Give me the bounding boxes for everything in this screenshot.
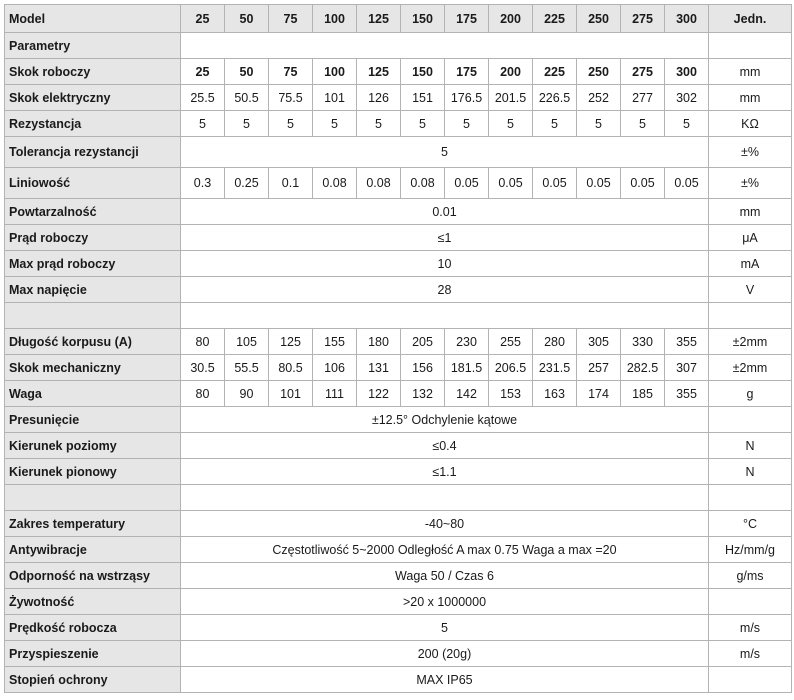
value-cell: 0.08: [357, 168, 401, 199]
value-cell: 5: [225, 111, 269, 137]
value-cell: 226.5: [533, 85, 577, 111]
empty-cell: [181, 303, 709, 329]
value-cell: 0.08: [401, 168, 445, 199]
table-row: [5, 85, 792, 111]
unit-cell: m/s: [709, 641, 792, 667]
row-label: [5, 303, 181, 329]
value-cell: 5: [445, 111, 489, 137]
value-cell: 0.08: [313, 168, 357, 199]
value-cell: 0.05: [445, 168, 489, 199]
unit-cell: [709, 485, 792, 511]
unit-cell: Hz/mm/g: [709, 537, 792, 563]
value-cell: 0.05: [665, 168, 709, 199]
value-cell: 101: [269, 381, 313, 407]
row-label: [5, 485, 181, 511]
table-row: [5, 303, 792, 329]
value-cell: 75: [269, 59, 313, 85]
value-cell: 111: [313, 381, 357, 407]
value-cell: 30.5: [181, 355, 225, 381]
header-model-25: 25: [181, 5, 225, 33]
value-cell: 90: [225, 381, 269, 407]
table-row: [5, 381, 792, 407]
value-cell: 275: [621, 59, 665, 85]
unit-cell: °C: [709, 511, 792, 537]
value-cell: 255: [489, 329, 533, 355]
table-row: [5, 199, 792, 225]
empty-cell: [181, 485, 709, 511]
value-cell: 0.05: [533, 168, 577, 199]
value-cell: 0.3: [181, 168, 225, 199]
unit-cell: [709, 407, 792, 433]
table-row: [5, 433, 792, 459]
unit-cell: N: [709, 459, 792, 485]
span-value-cell: Częstotliwość 5~2000 Odległość A max 0.75 Waga a max =20: [181, 537, 709, 563]
header-model-label: Model: [5, 5, 181, 33]
row-label: Odporność na wstrząsy: [5, 563, 181, 589]
value-cell: 0.05: [489, 168, 533, 199]
unit-cell: [709, 303, 792, 329]
span-value-cell: ≤1: [181, 225, 709, 251]
value-cell: 205: [401, 329, 445, 355]
table-row: [5, 511, 792, 537]
value-cell: 225: [533, 59, 577, 85]
row-label: Skok mechaniczny: [5, 355, 181, 381]
spec-table-body: [5, 5, 792, 693]
row-label: Presunięcie: [5, 407, 181, 433]
value-cell: 231.5: [533, 355, 577, 381]
unit-cell: ±%: [709, 137, 792, 168]
value-cell: 5: [665, 111, 709, 137]
value-cell: 5: [181, 111, 225, 137]
value-cell: 25.5: [181, 85, 225, 111]
unit-cell: mm: [709, 199, 792, 225]
row-label: Stopień ochrony: [5, 667, 181, 693]
table-row: [5, 537, 792, 563]
table-row: [5, 355, 792, 381]
unit-cell: ±%: [709, 168, 792, 199]
value-cell: 250: [577, 59, 621, 85]
unit-cell: ±2mm: [709, 329, 792, 355]
value-cell: 5: [489, 111, 533, 137]
value-cell: 5: [621, 111, 665, 137]
value-cell: 355: [665, 381, 709, 407]
value-cell: 101: [313, 85, 357, 111]
value-cell: 181.5: [445, 355, 489, 381]
row-label: Kierunek poziomy: [5, 433, 181, 459]
span-value-cell: ≤0.4: [181, 433, 709, 459]
value-cell: 302: [665, 85, 709, 111]
value-cell: 5: [313, 111, 357, 137]
span-value-cell: ≤1.1: [181, 459, 709, 485]
value-cell: 0.05: [577, 168, 621, 199]
value-cell: 307: [665, 355, 709, 381]
value-cell: 277: [621, 85, 665, 111]
row-label: Tolerancja rezystancji: [5, 137, 181, 168]
header-row: [5, 5, 792, 33]
value-cell: 151: [401, 85, 445, 111]
span-value-cell: 10: [181, 251, 709, 277]
value-cell: 300: [665, 59, 709, 85]
header-model-50: 50: [225, 5, 269, 33]
value-cell: 100: [313, 59, 357, 85]
row-label: Powtarzalność: [5, 199, 181, 225]
row-label: Długość korpusu (A): [5, 329, 181, 355]
row-label: Przyspieszenie: [5, 641, 181, 667]
value-cell: 180: [357, 329, 401, 355]
value-cell: 230: [445, 329, 489, 355]
value-cell: 131: [357, 355, 401, 381]
span-value-cell: 28: [181, 277, 709, 303]
span-value-cell: 200 (20g): [181, 641, 709, 667]
row-label: Żywotność: [5, 589, 181, 615]
unit-cell: μA: [709, 225, 792, 251]
value-cell: 174: [577, 381, 621, 407]
span-value-cell: >20 x 1000000: [181, 589, 709, 615]
value-cell: 126: [357, 85, 401, 111]
span-value-cell: MAX IP65: [181, 667, 709, 693]
table-row: [5, 277, 792, 303]
value-cell: 206.5: [489, 355, 533, 381]
unit-cell: [709, 667, 792, 693]
value-cell: 153: [489, 381, 533, 407]
row-label: Prędkość robocza: [5, 615, 181, 641]
value-cell: 150: [401, 59, 445, 85]
value-cell: 75.5: [269, 85, 313, 111]
unit-cell: mA: [709, 251, 792, 277]
row-label: Kierunek pionowy: [5, 459, 181, 485]
row-label: Zakres temperatury: [5, 511, 181, 537]
header-model-200: 200: [489, 5, 533, 33]
row-label: Antywibracje: [5, 537, 181, 563]
header-unit-label: Jedn.: [709, 5, 792, 33]
value-cell: 185: [621, 381, 665, 407]
unit-cell: KΩ: [709, 111, 792, 137]
value-cell: 80.5: [269, 355, 313, 381]
row-label: Skok roboczy: [5, 59, 181, 85]
unit-cell: [709, 589, 792, 615]
table-row: [5, 59, 792, 85]
value-cell: 282.5: [621, 355, 665, 381]
empty-cell: [181, 33, 709, 59]
span-value-cell: 5: [181, 137, 709, 168]
table-row: [5, 615, 792, 641]
value-cell: 201.5: [489, 85, 533, 111]
value-cell: 5: [269, 111, 313, 137]
value-cell: 125: [269, 329, 313, 355]
value-cell: 355: [665, 329, 709, 355]
value-cell: 105: [225, 329, 269, 355]
header-model-150: 150: [401, 5, 445, 33]
span-value-cell: ±12.5° Odchylenie kątowe: [181, 407, 709, 433]
row-label: Prąd roboczy: [5, 225, 181, 251]
value-cell: 252: [577, 85, 621, 111]
header-model-225: 225: [533, 5, 577, 33]
value-cell: 0.1: [269, 168, 313, 199]
unit-cell: V: [709, 277, 792, 303]
value-cell: 80: [181, 381, 225, 407]
table-row: [5, 589, 792, 615]
value-cell: 132: [401, 381, 445, 407]
table-row: [5, 225, 792, 251]
table-row: [5, 667, 792, 693]
value-cell: 156: [401, 355, 445, 381]
value-cell: 330: [621, 329, 665, 355]
value-cell: 176.5: [445, 85, 489, 111]
unit-cell: g/ms: [709, 563, 792, 589]
row-label: Rezystancja: [5, 111, 181, 137]
row-label: Waga: [5, 381, 181, 407]
row-label: Skok elektryczny: [5, 85, 181, 111]
value-cell: 175: [445, 59, 489, 85]
value-cell: 200: [489, 59, 533, 85]
value-cell: 142: [445, 381, 489, 407]
row-label: Parametry: [5, 33, 181, 59]
row-label: Max prąd roboczy: [5, 251, 181, 277]
value-cell: 5: [533, 111, 577, 137]
value-cell: 5: [401, 111, 445, 137]
table-row: [5, 251, 792, 277]
unit-cell: mm: [709, 85, 792, 111]
value-cell: 106: [313, 355, 357, 381]
header-model-250: 250: [577, 5, 621, 33]
value-cell: 25: [181, 59, 225, 85]
unit-cell: m/s: [709, 615, 792, 641]
table-row: [5, 407, 792, 433]
value-cell: 5: [357, 111, 401, 137]
header-model-175: 175: [445, 5, 489, 33]
table-row: [5, 33, 792, 59]
table-row: [5, 111, 792, 137]
header-model-300: 300: [665, 5, 709, 33]
header-model-100: 100: [313, 5, 357, 33]
header-model-125: 125: [357, 5, 401, 33]
value-cell: 50: [225, 59, 269, 85]
table-row: [5, 168, 792, 199]
table-row: [5, 641, 792, 667]
row-label: Max napięcie: [5, 277, 181, 303]
value-cell: 0.25: [225, 168, 269, 199]
span-value-cell: -40~80: [181, 511, 709, 537]
unit-cell: N: [709, 433, 792, 459]
table-row: [5, 459, 792, 485]
value-cell: 55.5: [225, 355, 269, 381]
value-cell: 155: [313, 329, 357, 355]
table-row: [5, 485, 792, 511]
unit-cell: [709, 33, 792, 59]
header-model-275: 275: [621, 5, 665, 33]
value-cell: 0.05: [621, 168, 665, 199]
span-value-cell: 5: [181, 615, 709, 641]
unit-cell: mm: [709, 59, 792, 85]
spec-table: [4, 4, 792, 693]
header-model-75: 75: [269, 5, 313, 33]
span-value-cell: 0.01: [181, 199, 709, 225]
table-row: [5, 563, 792, 589]
unit-cell: g: [709, 381, 792, 407]
value-cell: 125: [357, 59, 401, 85]
span-value-cell: Waga 50 / Czas 6: [181, 563, 709, 589]
table-row: [5, 329, 792, 355]
value-cell: 280: [533, 329, 577, 355]
value-cell: 305: [577, 329, 621, 355]
value-cell: 163: [533, 381, 577, 407]
value-cell: 5: [577, 111, 621, 137]
table-row: [5, 137, 792, 168]
value-cell: 80: [181, 329, 225, 355]
value-cell: 50.5: [225, 85, 269, 111]
row-label: Liniowość: [5, 168, 181, 199]
value-cell: 122: [357, 381, 401, 407]
value-cell: 257: [577, 355, 621, 381]
unit-cell: ±2mm: [709, 355, 792, 381]
